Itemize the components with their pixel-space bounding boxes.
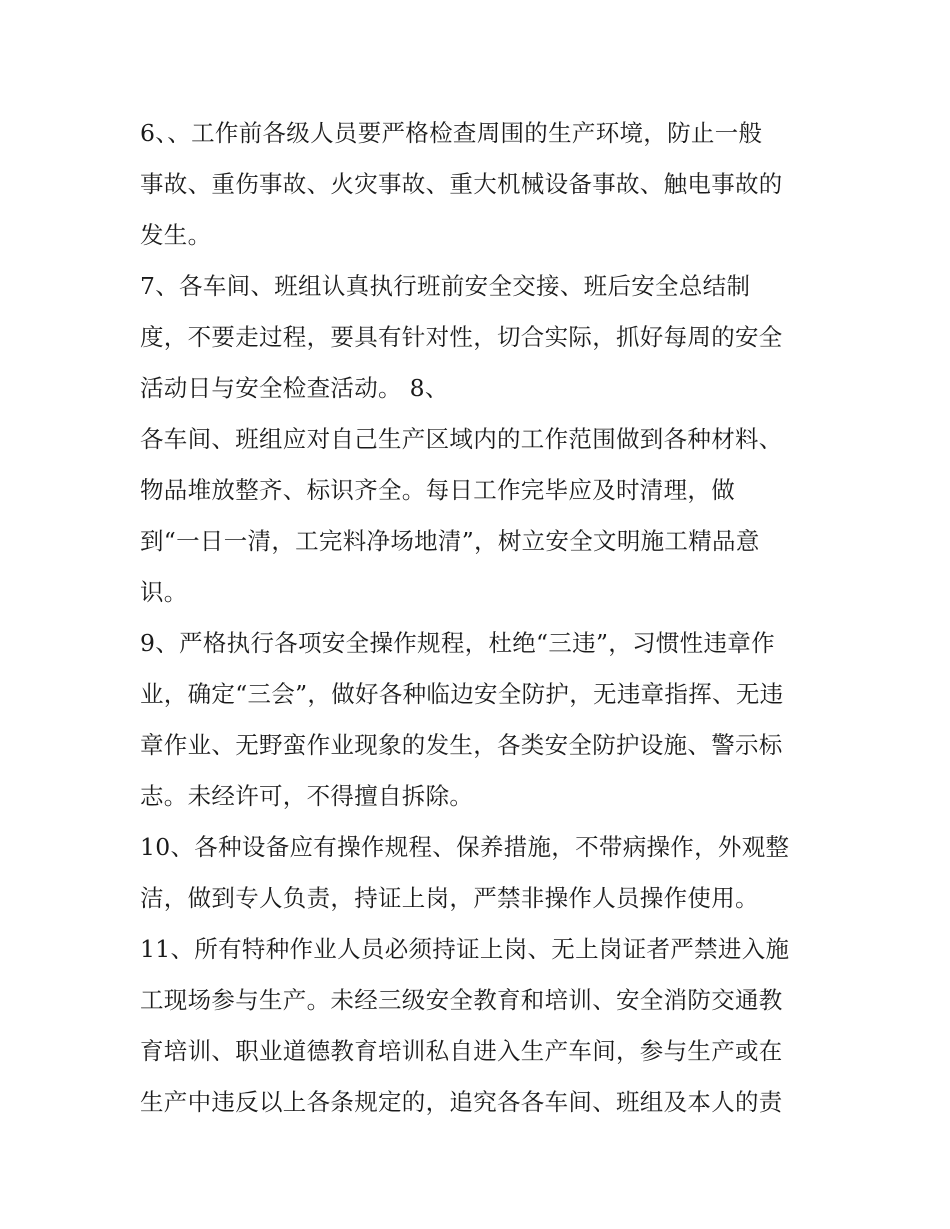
text-line: 事故、重伤事故、火灾事故、重大机械设备事故、触电事故的 — [140, 170, 783, 198]
text-line: 7、各车间、班组认真执行班前安全交接、班后安全总结制 — [140, 272, 751, 300]
text-line: 工现场参与生产。未经三级安全教育和培训、安全消防交通教 — [140, 986, 783, 1014]
text-line: 发生。 — [140, 221, 212, 249]
text-line: 11、所有特种作业人员必须持证上岗、无上岗证者严禁进入施 — [140, 935, 790, 963]
text-line: 生产中违反以上各条规定的，追究各各车间、班组及本人的责 — [140, 1088, 783, 1116]
text-line: 育培训、职业道德教育培训私自进入生产车间，参与生产或在 — [140, 1037, 783, 1065]
text-line: 9、严格执行各项安全操作规程，杜绝“三违”，习惯性违章作 — [140, 629, 775, 657]
text-line: 10、各种设备应有操作规程、保养措施，不带病操作，外观整 — [140, 833, 790, 861]
text-line: 洁，做到专人负责，持证上岗，严禁非操作人员操作使用。 — [140, 884, 759, 912]
text-line: 识。 — [140, 578, 188, 606]
text-line: 各车间、班组应对自己生产区域内的工作范围做到各种材料、 — [140, 425, 783, 453]
text-line: 业，确定“三会”，做好各种临边安全防护，无违章指挥、无违 — [140, 680, 784, 708]
document-body — [140, 108, 830, 1128]
text-line: 志。未经许可，不得擅自拆除。 — [140, 782, 474, 810]
text-line: 6、、工作前各级人员要严格检查周围的生产环境，防止一般 — [140, 119, 763, 147]
text-line: 活动日与安全检查活动。 8、 — [140, 374, 449, 402]
text-line: 物品堆放整齐、标识齐全。每日工作完毕应及时清理，做 — [140, 476, 735, 504]
text-line: 度，不要走过程，要具有针对性，切合实际，抓好每周的安全 — [140, 323, 783, 351]
text-line: 章作业、无野蛮作业现象的发生，各类安全防护设施、警示标 — [140, 731, 783, 759]
text-line: 到“一日一清，工完料净场地清”，树立安全文明施工精品意 — [140, 527, 760, 555]
